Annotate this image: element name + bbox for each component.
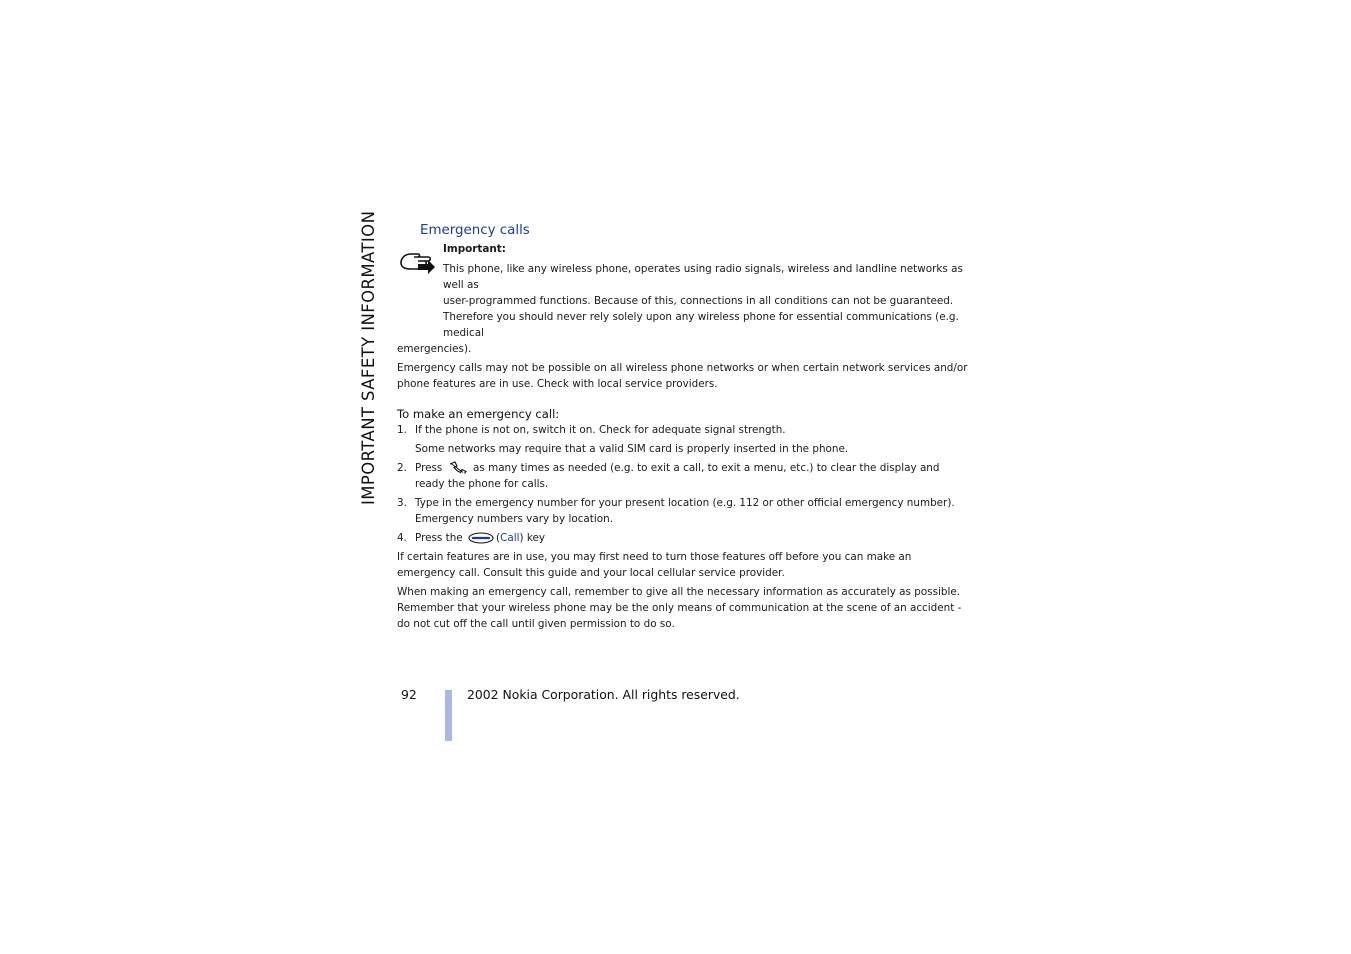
footer-bar: [445, 690, 452, 741]
copyright-text: 2002 Nokia Corporation. All rights reserved.: [467, 687, 740, 702]
note-line: user-programmed functions. Because of this, connections in all conditions can not be guaranteed.: [443, 295, 954, 307]
intro-paragraph: Emergency calls may not be possible on all wireless phone networks or when certain network services and/or phone features are in use. Check with local service providers.: [397, 362, 968, 390]
step-number: 2.: [397, 462, 407, 474]
section-heading: Emergency calls: [420, 223, 530, 238]
steps-list: [397, 422, 972, 546]
note-line: emergencies).: [397, 343, 472, 355]
information-paragraph: When making an emergency call, remember to give all the necessary information as accurately as possible. Remember that your wireless phone may be the only means of communication at the scene of an accident - do not cut off the call until given permission to do so.: [397, 586, 962, 630]
end-key-icon: [448, 461, 468, 474]
page-number: 92: [401, 687, 417, 702]
step-text-before: Press the: [415, 532, 463, 544]
step-text: If the phone is not on, switch it on. Check for adequate signal strength.: [415, 424, 786, 436]
step-text-after: ) key: [519, 532, 546, 544]
step-text-after: as many times as needed (e.g. to exit a call, to exit a menu, etc.) to clear the display and ready the phone for calls.: [415, 462, 940, 490]
step-subtext: Some networks may require that a valid SIM card is properly inserted in the phone.: [415, 443, 849, 455]
section-side-title: IMPORTANT SAFETY INFORMATION: [359, 210, 378, 505]
list-item: [397, 422, 972, 457]
how-to-heading: To make an emergency call:: [397, 407, 560, 421]
step-number: 3.: [397, 497, 407, 509]
step-paren-open: (: [496, 532, 501, 544]
pointing-hand-icon: [398, 249, 436, 277]
note-line: This phone, like any wireless phone, operates using radio signals, wireless and landline networks as well as: [443, 263, 963, 291]
list-item: [397, 460, 972, 492]
step-number: 1.: [397, 424, 407, 436]
list-item: [397, 530, 972, 546]
list-item: [397, 495, 972, 527]
page-content: [397, 222, 972, 632]
step-text-before: Press: [415, 462, 443, 474]
step-number: 4.: [397, 532, 407, 544]
important-note: [397, 242, 972, 357]
note-line: Therefore you should never rely solely upon any wireless phone for essential communications (e.g. medical: [443, 311, 959, 339]
note-text: [397, 261, 972, 357]
note-label: Important:: [443, 243, 506, 255]
features-paragraph: If certain features are in use, you may first need to turn those features off before you can make an emergency call. Consult this guide and your local cellular service provider.: [397, 551, 912, 579]
step-text: Type in the emergency number for your present location (e.g. 112 or other official emergency number). Emergency numbers vary by location.: [415, 497, 955, 525]
call-key-icon: [468, 532, 494, 544]
call-key-label: Call: [500, 532, 520, 544]
